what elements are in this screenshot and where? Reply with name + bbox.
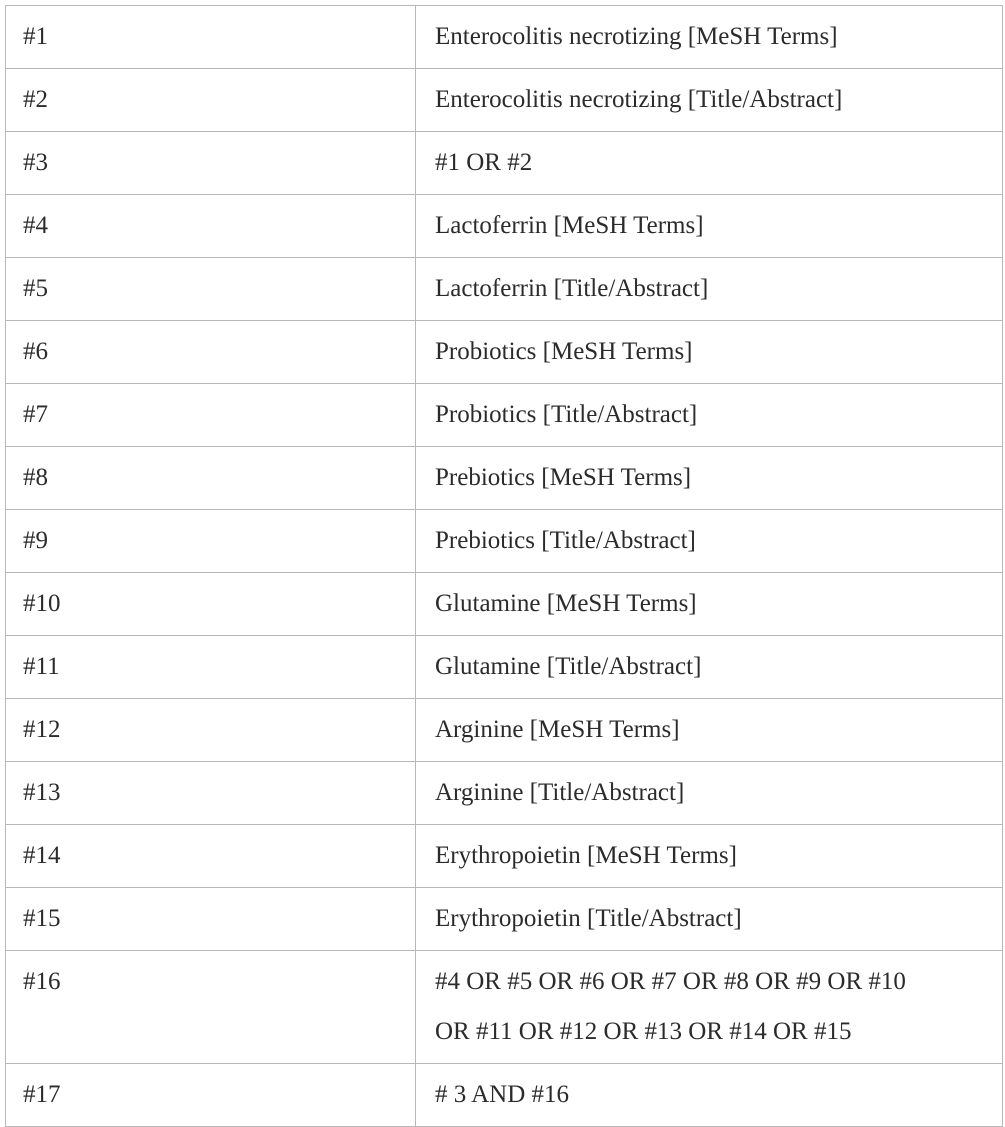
search-query: Enterocolitis necrotizing [Title/Abstract] [416,69,1003,132]
table-row [6,951,1003,1064]
table-row [6,132,1003,195]
table-row [6,1064,1003,1127]
search-query: Probiotics [MeSH Terms] [416,321,1003,384]
table-row [6,258,1003,321]
search-number: #15 [6,888,416,951]
search-query: #1 OR #2 [416,132,1003,195]
table-row [6,321,1003,384]
search-query: # 3 AND #16 [416,1064,1003,1127]
search-number: #14 [6,825,416,888]
search-query: Arginine [Title/Abstract] [416,762,1003,825]
search-number: #17 [6,1064,416,1127]
search-number: #8 [6,447,416,510]
table-row [6,69,1003,132]
search-number: #11 [6,636,416,699]
search-query: Probiotics [Title/Abstract] [416,384,1003,447]
search-number: #13 [6,762,416,825]
search-query-line: #4 OR #5 OR #6 OR #7 OR #8 OR #9 OR #10 [435,968,906,995]
table-row [6,447,1003,510]
search-number: #4 [6,195,416,258]
search-strategy-table [5,5,1003,1127]
search-number: #9 [6,510,416,573]
search-number: #5 [6,258,416,321]
search-query: Lactoferrin [MeSH Terms] [416,195,1003,258]
search-query: Arginine [MeSH Terms] [416,699,1003,762]
search-number: #10 [6,573,416,636]
search-query: Lactoferrin [Title/Abstract] [416,258,1003,321]
table-row [6,573,1003,636]
search-query: Prebiotics [MeSH Terms] [416,447,1003,510]
search-number: #2 [6,69,416,132]
table-row [6,699,1003,762]
search-query [416,951,1003,1064]
search-number: #1 [6,6,416,69]
search-number: #7 [6,384,416,447]
search-query: Glutamine [Title/Abstract] [416,636,1003,699]
search-number: #3 [6,132,416,195]
search-query: Erythropoietin [Title/Abstract] [416,888,1003,951]
search-query-line: OR #11 OR #12 OR #13 OR #14 OR #15 [435,1018,852,1045]
search-number: #12 [6,699,416,762]
search-query: Erythropoietin [MeSH Terms] [416,825,1003,888]
table-row [6,384,1003,447]
table-row [6,510,1003,573]
search-number: #16 [6,951,416,1064]
table-row [6,762,1003,825]
table-row [6,888,1003,951]
table-row [6,195,1003,258]
table-row [6,6,1003,69]
table-row [6,825,1003,888]
search-query: Prebiotics [Title/Abstract] [416,510,1003,573]
search-number: #6 [6,321,416,384]
search-query: Glutamine [MeSH Terms] [416,573,1003,636]
search-query: Enterocolitis necrotizing [MeSH Terms] [416,6,1003,69]
table-row [6,636,1003,699]
